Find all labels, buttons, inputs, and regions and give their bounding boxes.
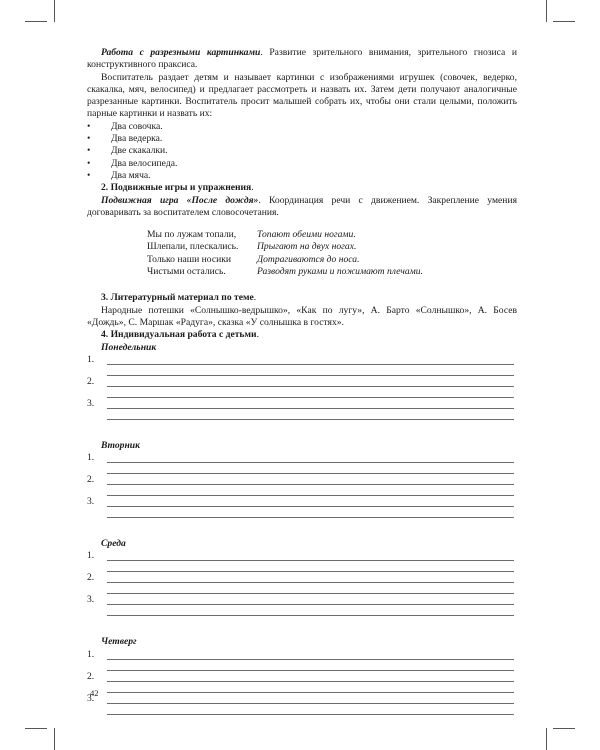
section2-heading: 2. Подвижные игры и упражнения. (101, 182, 254, 194)
writing-row (87, 550, 517, 572)
day-title: Вторник (101, 439, 140, 451)
section1-lead: Работа с разрезными картинками (101, 47, 261, 58)
section1-intro (87, 47, 517, 72)
writing-line[interactable] (107, 484, 514, 485)
writing-line[interactable] (107, 681, 514, 682)
day-title: Понедельник (101, 341, 157, 353)
poem-action: Топают обеими ногами. (257, 229, 356, 241)
section1-text: . Развитие зрительного внимания, зрительного гнозиса и конструктивного праксиса. (87, 47, 517, 71)
poem-line: Чистыми остались. (147, 266, 226, 278)
poem-row (147, 254, 423, 266)
row-number: 1. (87, 550, 95, 562)
poem-line: Шлепали, плескались. (147, 241, 239, 253)
writing-line[interactable] (107, 419, 514, 420)
row-number: 3. (87, 397, 95, 409)
row-number: 1. (87, 452, 95, 464)
day-block (87, 636, 517, 714)
poem-table (147, 229, 423, 278)
writing-row (87, 496, 517, 518)
crop-mark (553, 728, 575, 729)
row-number: 2. (87, 474, 95, 486)
writing-row (87, 693, 517, 715)
writing-line[interactable] (107, 386, 514, 387)
writing-row (87, 354, 517, 376)
poem-row (147, 266, 423, 278)
writing-line[interactable] (107, 560, 514, 561)
writing-line[interactable] (107, 659, 514, 660)
day-title: Четверг (101, 636, 137, 648)
writing-row (87, 594, 517, 616)
writing-line[interactable] (107, 517, 514, 518)
row-number: 1. (87, 648, 95, 660)
writing-row (87, 572, 517, 594)
writing-row (87, 474, 517, 496)
row-number: 3. (87, 496, 95, 508)
writing-row (87, 452, 517, 474)
row-number: 2. (87, 670, 95, 682)
writing-line[interactable] (107, 506, 514, 507)
row-number: 3. (87, 594, 95, 606)
day-title: Среда (101, 538, 126, 550)
bullet-list (87, 121, 517, 182)
writing-line[interactable] (107, 408, 514, 409)
crop-mark (546, 0, 547, 22)
writing-line[interactable] (107, 714, 514, 715)
section2-intro (87, 195, 517, 220)
crop-mark (553, 21, 575, 22)
crop-mark (546, 728, 547, 750)
section2-lead: Подвижная игра «После дождя» (101, 194, 259, 206)
section1-paragraph: Воспитатель раздает детям и называет картинки с изображениями игрушек (совочек, ведерко, скакалка, мяч, велосипед) и предлагает рассмотреть и назвать их. Затем дети получают аналогичные разрезанные картинки. Воспитатель просит малышей собрать их, чтобы они стали целыми, положить парные картинки и назвать их: (87, 71, 517, 120)
days-container (87, 342, 517, 715)
section3-heading: 3. Литературный материал по теме. (101, 292, 257, 304)
row-number: 1. (87, 353, 95, 365)
row-number: 2. (87, 375, 95, 387)
writing-row (87, 376, 517, 398)
section4-heading: 4. Индивидуальная работа с детьми. (101, 329, 259, 341)
poem-action: Разводят руками и пожимают плечами. (257, 266, 423, 278)
row-number: 2. (87, 572, 95, 584)
section3-text: Народные потешки «Солнышко-ведрышко», «Как по лугу», А. Барто «Солнышко», А. Босев «Дождь», С. Маршак «Радуга», сказка «У солнышка в гостях». (87, 304, 517, 328)
list-item: • Два велосипеда. (87, 158, 517, 170)
poem-line: Мы по лужам топали, (147, 229, 237, 241)
poem-row (147, 241, 423, 253)
day-block (87, 440, 517, 518)
writing-row (87, 671, 517, 693)
crop-mark (54, 0, 55, 22)
row-number: 3. (87, 692, 95, 704)
writing-line[interactable] (107, 364, 514, 365)
crop-mark (54, 728, 55, 750)
day-block (87, 342, 517, 420)
writing-line[interactable] (107, 604, 514, 605)
writing-line[interactable] (107, 703, 514, 704)
section2-text: . Координация речи с движением. Закрепление умения договаривать за воспитателем словосочетания. (87, 194, 517, 218)
document-page (87, 47, 517, 715)
writing-row (87, 649, 517, 671)
crop-mark (25, 728, 47, 729)
writing-row (87, 398, 517, 420)
list-item: • Два совочка. (87, 121, 517, 133)
page-number: 42 (90, 688, 99, 698)
writing-line[interactable] (107, 582, 514, 583)
crop-mark (25, 21, 47, 22)
writing-line[interactable] (107, 462, 514, 463)
poem-action: Прыгают на двух ногах. (257, 241, 357, 253)
writing-line[interactable] (107, 615, 514, 616)
list-item: • Две скакалки. (87, 145, 517, 157)
list-item: • Два мяча. (87, 170, 517, 182)
list-item: • Два ведерка. (87, 133, 517, 145)
poem-line: Только наши носики (147, 253, 232, 265)
day-block (87, 538, 517, 616)
poem-action: Дотрагиваются до носа. (257, 253, 360, 265)
poem-row (147, 229, 423, 241)
